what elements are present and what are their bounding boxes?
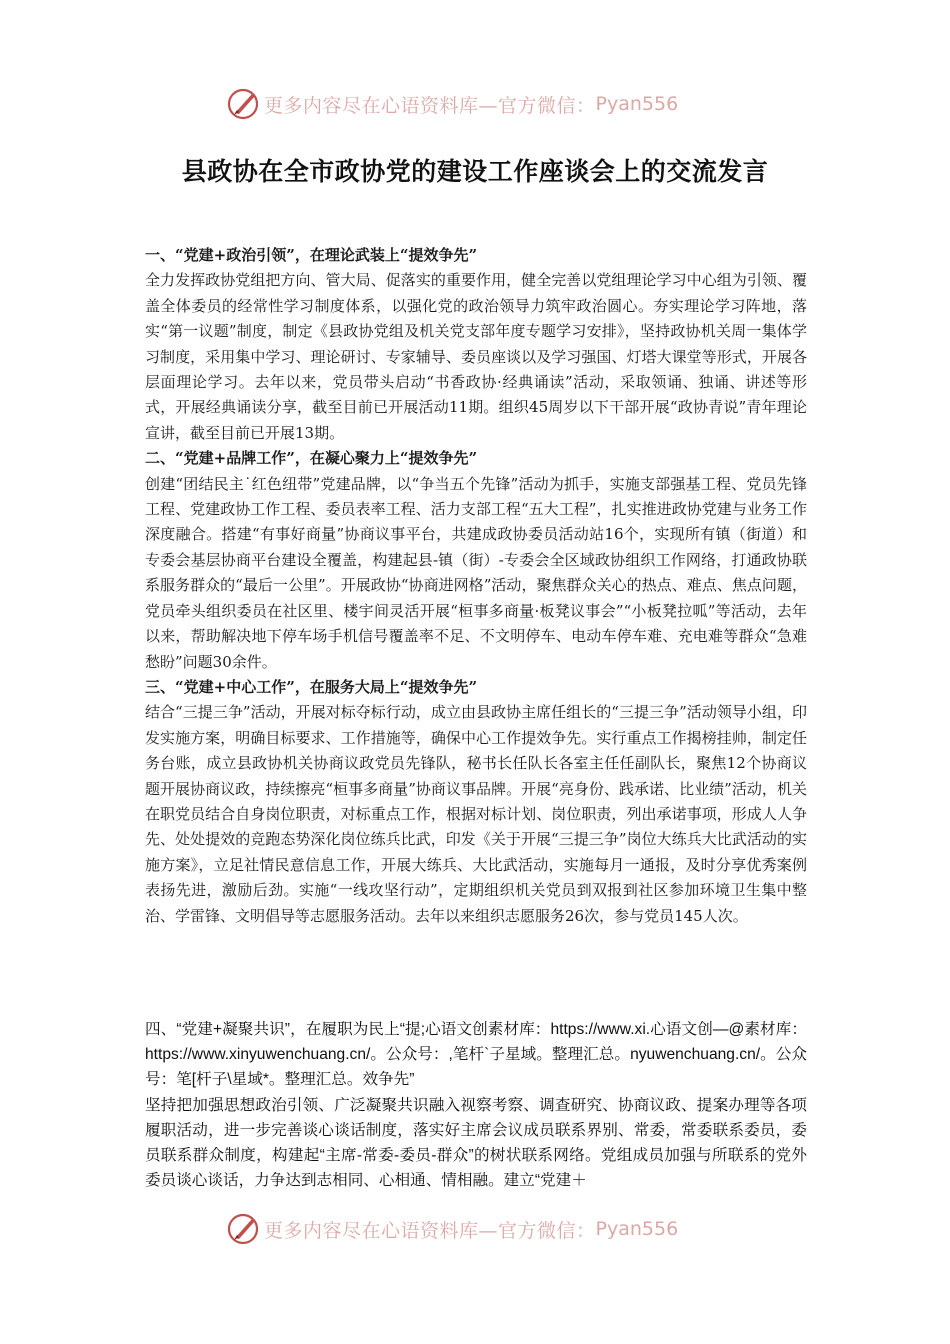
document-body-continued (145, 1017, 807, 1193)
quill-logo-icon (226, 87, 260, 121)
watermark-wechat-id: Pyan556 (595, 93, 679, 115)
quill-logo-icon (226, 1212, 260, 1246)
section-heading: 三、“党建+中心工作”，在服务大局上“提效争先” (145, 677, 478, 696)
document-body (145, 243, 807, 929)
watermark-banner-top (226, 84, 726, 124)
section-paragraph: 结合“三提三争”活动，开展对标夺标行动，成立由县政协主席任组长的“三提三争”活动领导小组，印发实施方案，明确目标要求、工作措施等，确保中心工作提效争先。实行重点工作揭榜挂帅，制定任务台账，成立县政协机关协商议政党员先锋队，秘书长任队长各室主任任副队长，聚焦12个协商议题开展协商议政，持续擦亮“桓事多商量”协商议事品牌。开展“亮身份、践承诺、比业绩”活动，机关在职党员结合自身岗位职责，对标重点工作，根据对标计划、岗位职责，列出承诺事项，形成人人争先、处处提效的竞跑态势深化岗位练兵比武，印发《关于开展“三提三争”岗位大练兵大比武活动的实施方案》，立足社情民意信息工作，开展大练兵、大比武活动，实施每月一通报，及时分享优秀案例表扬先进，激励后劲。实施“一线攻坚行动”，定期组织机关党员到双报到社区参加环境卫生集中整治、学雷锋、文明倡导等志愿服务活动。去年以来组织志愿服务26次，参与党员145人次。 (145, 703, 807, 925)
watermark-banner-bottom (226, 1209, 726, 1249)
watermark-text: 更多内容尽在心语资料库—官方微信： (264, 1219, 596, 1242)
watermark-wechat-id: Pyan556 (595, 1218, 679, 1240)
watermark-text: 更多内容尽在心语资料库—官方微信： (264, 94, 596, 117)
document-title: 县政协在全市政协党的建设工作座谈会上的交流发言 (181, 157, 769, 186)
section-heading: 二、“党建+品牌工作”，在凝心聚力上“提效争先” (145, 449, 478, 468)
section-paragraph: 坚持把加强思想政治引领、广泛凝聚共识融入视察考察、调查研究、协商议政、提案办理等各项履职活动，进一步完善谈心谈话制度，落实好主席会议成员联系界别、常委，常委联系委员，委员联系群众制度，构建起“主席-常委-委员-群众”的树状联系网络。党组成员加强与所联系的党外委员谈心谈话，力争达到志相同、心相通、情相融。建立“党建＋ (145, 1096, 807, 1190)
section-heading: 四、“党建+凝聚共识”，在履职为民上“提;心语文创素材库：https://www.xi.心语文创—@素材库：https://www.xinyuwenchuang.cn/。公众号：,笔杆`子星域。整理汇总。nyuwenchuang.cn/。公众号：笔[杆子\星域*。整理汇总。效争先” (145, 1021, 807, 1089)
section-heading: 一、“党建+政治引领”，在理论武装上“提效争先” (145, 246, 478, 264)
section-paragraph: 全力发挥政协党组把方向、管大局、促落实的重要作用，健全完善以党组理论学习中心组为引领、覆盖全体委员的经常性学习制度体系，以强化党的政治领导力筑牢政治圆心。夯实理论学习阵地，落实“第一议题”制度，制定《县政协党组及机关党支部年度专题学习安排》，坚持政协机关周一集体学习制度，采用集中学习、理论研讨、专家辅导、委员座谈以及学习强国、灯塔大课堂等形式，开展各层面理论学习。去年以来，党员带头启动“书香政协·经典诵读”活动，采取领诵、独诵、讲述等形式，开展经典诵读分享，截至目前已开展活动11期。组织45周岁以下干部开展“政协青说”青年理论宣讲，截至目前已开展13期。 (145, 271, 807, 442)
section-paragraph: 创建“团结民主˙红色纽带”党建品牌，以“争当五个先锋”活动为抓手，实施支部强基工程、党员先锋工程、党建政协工作工程、委员表率工程、活力支部工程“五大工程”，扎实推进政协党建与业务工作深度融合。搭建“有事好商量”协商议事平台，共建成政协委员活动站16个，实现所有镇（街道）和专委会基层协商平台建设全覆盖，构建起县-镇（街）-专委会全区域政协组织工作网络，打通政协联系服务群众的“最后一公里”。开展政协“协商进网格”活动，聚焦群众关心的热点、难点、焦点问题，党员牵头组织委员在社区里、楼宇间灵活开展“桓事多商量·板凳议事会”“小板凳拉呱”等活动，去年以来，帮助解决地下停车场手机信号覆盖率不足、不文明停车、电动车停车难、充电难等群众“急难愁盼”问题30余件。 (145, 474, 807, 671)
